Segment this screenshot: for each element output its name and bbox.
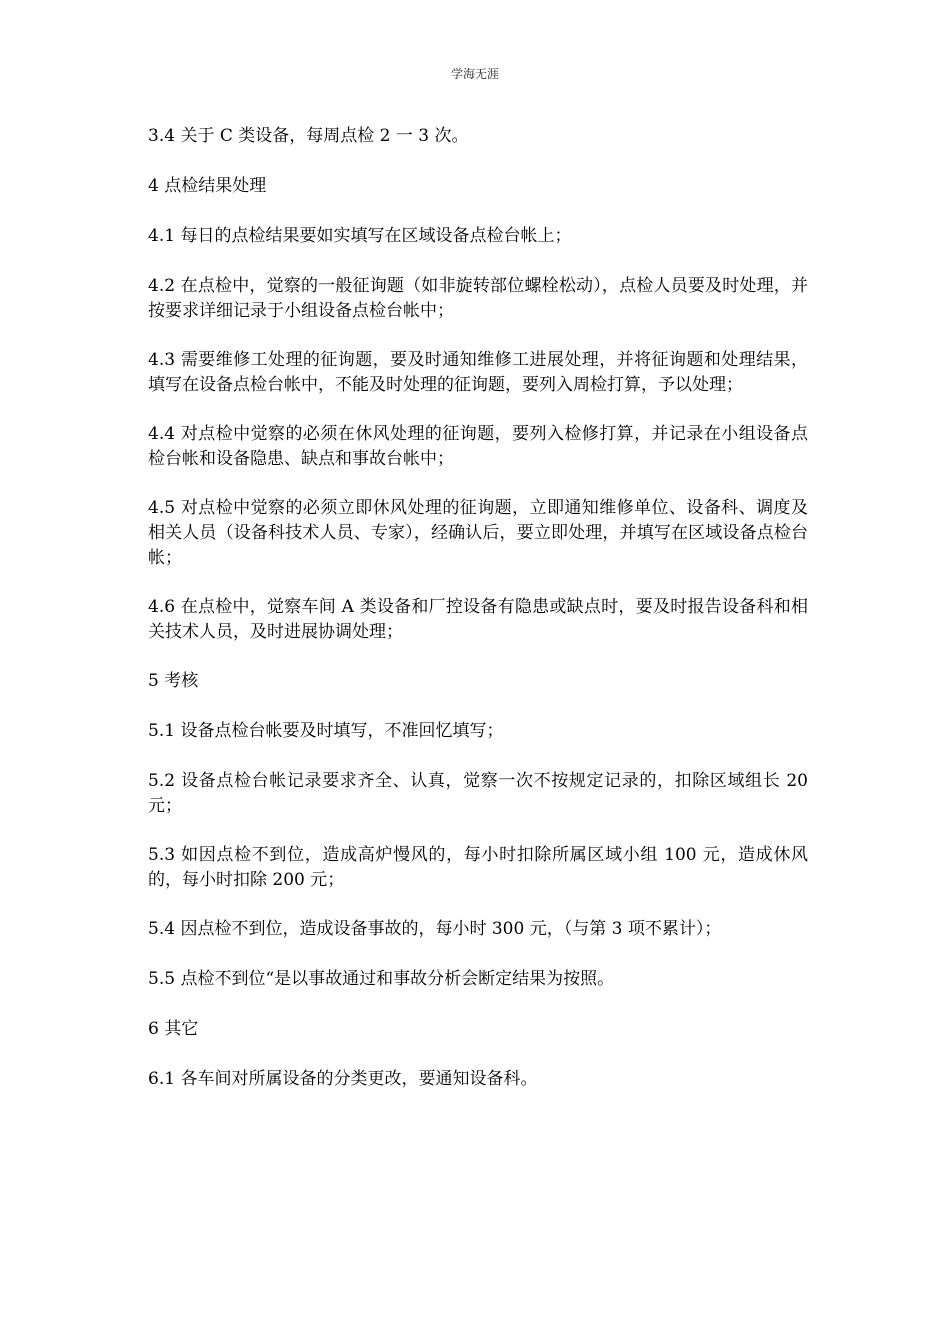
paragraph-5-4: 5.4 因点检不到位，造成设备事故的，每小时 300 元，（与第 3 项不累计）； [148, 919, 722, 939]
document-body [148, 124, 808, 1117]
paragraph-5-2: 5.2 设备点检台帐记录要求齐全、认真，觉察一次不按规定记录的，扣除区域组长 20 元； [148, 771, 808, 816]
paragraph-3-4: 3.4 关于 C 类设备，每周点检 2 一 3 次。 [148, 126, 469, 146]
page-header: 学海无涯 [450, 67, 499, 81]
paragraph-4-2: 4.2 在点检中，觉察的一般征询题（如非旋转部位螺栓松动），点检人员要及时处理，并按要求详细记录于小组设备点检台帐中； [148, 276, 808, 321]
paragraph-5-1: 5.1 设备点检台帐要及时填写，不准回忆填写； [148, 721, 504, 741]
section-heading-5: 5 考核 [148, 671, 199, 691]
section-heading-6: 6 其它 [148, 1019, 199, 1039]
paragraph-4-3: 4.3 需要维修工处理的征询题，要及时通知维修工进展处理，并将征询题和处理结果，填写在设备点检台帐中，不能及时处理的征询题，要列入周检打算，予以处理； [148, 350, 808, 395]
paragraph-5-3: 5.3 如因点检不到位，造成高炉慢风的，每小时扣除所属区域小组 100 元，造成休风的，每小时扣除 200 元； [148, 845, 808, 890]
paragraph-4-4: 4.4 对点检中觉察的必须在休风处理的征询题，要列入检修打算，并记录在小组设备点检台帐和设备隐患、缺点和事故台帐中； [148, 424, 808, 469]
paragraph-4-5: 4.5 对点检中觉察的必须立即休风处理的征询题，立即通知维修单位、设备科、调度及相关人员（设备科技术人员、专家），经确认后，要立即处理，并填写在区域设备点检台帐； [148, 498, 808, 568]
paragraph-4-1: 4.1 每日的点检结果要如实填写在区域设备点检台帐上； [148, 226, 572, 246]
section-heading-4: 4 点检结果处理 [148, 176, 267, 196]
paragraph-5-5: 5.5 点检不到位“是以事故通过和事故分析会断定结果为按照。 [148, 969, 615, 989]
paragraph-6-1: 6.1 各车间对所属设备的分类更改，要通知设备科。 [148, 1069, 538, 1089]
paragraph-4-6: 4.6 在点检中，觉察车间 A 类设备和厂控设备有隐患或缺点时，要及时报告设备科和相关技术人员，及时进展协调处理； [148, 597, 808, 642]
